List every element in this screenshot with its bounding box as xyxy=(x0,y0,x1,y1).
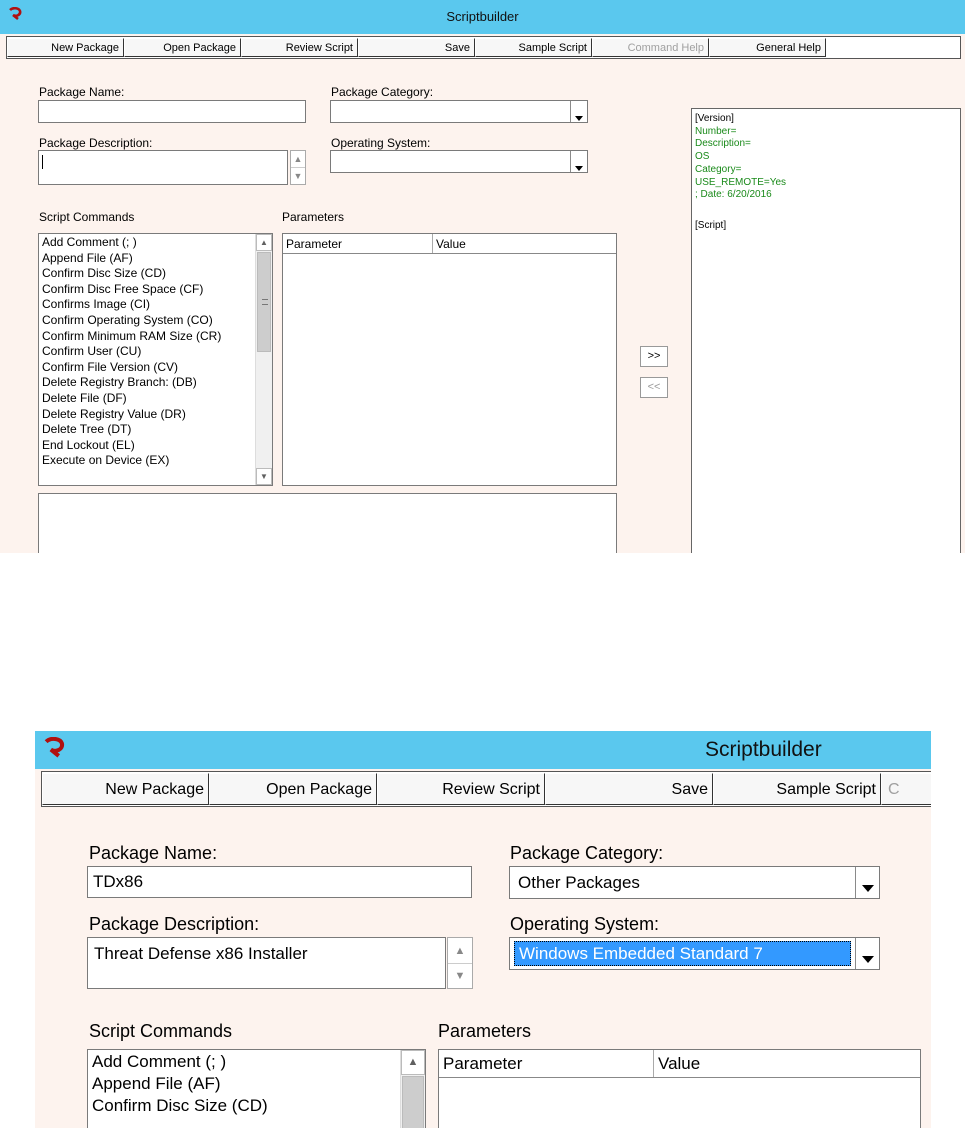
spin-up-icon[interactable]: ▲ xyxy=(291,151,305,168)
operating-system-value: Windows Embedded Standard 7 xyxy=(514,941,851,966)
remove-command-button[interactable]: << xyxy=(640,377,668,398)
title-bar[interactable] xyxy=(0,0,965,34)
package-category-label: Package Category: xyxy=(331,85,434,99)
list-item[interactable]: Confirms Image (CI) xyxy=(42,297,151,312)
text-caret xyxy=(42,155,43,169)
spin-down-icon[interactable]: ▼ xyxy=(454,970,466,982)
list-item[interactable]: Delete File (DF) xyxy=(42,390,127,405)
preview-line: OS xyxy=(695,151,710,163)
column-header-value[interactable]: Value xyxy=(658,1054,701,1073)
list-item[interactable]: Execute on Device (EX) xyxy=(42,453,170,468)
operating-system-select[interactable] xyxy=(509,937,880,970)
preview-line xyxy=(695,202,957,215)
list-item[interactable]: Append File (AF) xyxy=(92,1074,221,1093)
app-logo-icon xyxy=(43,737,65,759)
parameters-grid[interactable] xyxy=(438,1049,921,1128)
package-name-label: Package Name: xyxy=(89,843,218,863)
preview-line: Category= xyxy=(695,163,742,175)
script-commands-list[interactable] xyxy=(87,1049,426,1128)
list-item[interactable]: Add Comment (; ) xyxy=(42,235,137,249)
operating-system-label: Operating System: xyxy=(510,914,660,934)
package-name-label: Package Name: xyxy=(39,85,125,99)
list-item[interactable]: Confirm Disc Size (CD) xyxy=(42,266,167,281)
package-category-label: Package Category: xyxy=(510,843,664,863)
list-item[interactable]: Confirm File Version (CV) xyxy=(42,359,179,374)
sample-script-button[interactable]: Sample Script xyxy=(713,773,881,805)
operating-system-select[interactable] xyxy=(330,150,588,173)
general-help-button[interactable]: General Help xyxy=(709,38,826,57)
scriptbuilder-window-zoomed xyxy=(35,731,931,1128)
description-spin-control[interactable] xyxy=(290,150,306,185)
script-commands-label: Script Commands xyxy=(39,210,135,224)
operating-system-value xyxy=(331,150,337,170)
package-description-input[interactable] xyxy=(38,150,288,185)
window-title: Scriptbuilder xyxy=(446,9,519,24)
preview-line: ; Date: 6/20/2016 xyxy=(695,189,772,201)
title-bar[interactable] xyxy=(35,731,931,769)
scroll-down-icon[interactable]: ▼ xyxy=(256,468,272,485)
grid-header xyxy=(439,1050,920,1078)
scriptbuilder-window-top xyxy=(0,0,965,553)
toolbar xyxy=(41,771,931,807)
preview-line: Description= xyxy=(695,138,751,150)
column-header-parameter[interactable]: Parameter xyxy=(283,234,433,253)
parameters-label: Parameters xyxy=(282,210,345,224)
chevron-down-icon[interactable] xyxy=(855,867,879,898)
package-description-input[interactable]: Threat Defense x86 Installer xyxy=(87,937,446,989)
spin-down-icon[interactable]: ▼ xyxy=(293,171,303,181)
list-item[interactable]: Delete Tree (DT) xyxy=(42,422,132,437)
list-item[interactable]: Confirm User (CU) xyxy=(42,344,142,359)
grip-icon xyxy=(262,299,268,305)
scroll-thumb[interactable] xyxy=(257,252,271,352)
list-item[interactable]: Add Comment (; ) xyxy=(92,1052,227,1071)
column-header-parameter[interactable]: Parameter xyxy=(439,1050,654,1077)
list-item[interactable]: Confirm Disc Size (CD) xyxy=(92,1096,268,1115)
grid-header xyxy=(283,234,616,254)
package-name-input[interactable]: TDx86 xyxy=(87,866,472,898)
vertical-scrollbar[interactable] xyxy=(400,1050,425,1128)
package-name-input[interactable] xyxy=(38,100,306,123)
chevron-down-icon[interactable] xyxy=(570,101,587,122)
spin-up-icon[interactable]: ▲ xyxy=(448,938,472,964)
column-header-value[interactable]: Value xyxy=(436,237,466,251)
list-item[interactable]: Confirm Minimum RAM Size (CR) xyxy=(42,328,222,343)
list-item[interactable]: Confirm Disc Free Space (CF) xyxy=(42,281,204,296)
parameters-label: Parameters xyxy=(438,1021,532,1041)
vertical-scrollbar[interactable] xyxy=(255,234,272,485)
script-commands-list[interactable] xyxy=(38,233,273,486)
package-category-value xyxy=(331,100,337,120)
new-package-button[interactable]: New Package xyxy=(42,773,209,805)
package-category-select[interactable] xyxy=(330,100,588,123)
command-help-button[interactable]: C xyxy=(881,773,931,805)
command-description-box[interactable] xyxy=(38,493,617,553)
scroll-up-icon[interactable]: ▲ xyxy=(256,234,272,251)
package-description-label: Package Description: xyxy=(89,914,260,934)
open-package-button[interactable]: Open Package xyxy=(209,773,377,805)
package-description-label: Package Description: xyxy=(39,136,153,150)
save-button[interactable]: Save xyxy=(545,773,713,805)
chevron-down-icon[interactable] xyxy=(855,938,879,969)
list-item[interactable]: Delete Registry Value (DR) xyxy=(42,406,186,421)
review-script-button[interactable]: Review Script xyxy=(241,38,358,57)
add-command-button[interactable]: >> xyxy=(640,346,668,367)
preview-line: Number= xyxy=(695,125,737,137)
list-item[interactable]: Delete Registry Branch: (DB) xyxy=(42,375,197,390)
script-commands-label: Script Commands xyxy=(89,1021,233,1041)
script-preview[interactable] xyxy=(691,108,961,553)
package-category-value: Other Packages xyxy=(518,873,640,892)
list-item[interactable]: Append File (AF) xyxy=(42,250,133,265)
preview-line: [Version] xyxy=(695,113,734,124)
new-package-button[interactable]: New Package xyxy=(7,38,124,57)
chevron-down-icon[interactable] xyxy=(570,151,587,172)
scroll-thumb[interactable] xyxy=(402,1076,424,1128)
list-item[interactable]: Confirm Operating System (CO) xyxy=(42,312,213,327)
toolbar xyxy=(6,36,961,59)
window-title: Scriptbuilder xyxy=(705,738,822,761)
package-category-select[interactable] xyxy=(509,866,880,899)
list-item[interactable]: End Lockout (EL) xyxy=(42,437,135,452)
sample-script-button[interactable]: Sample Script xyxy=(475,38,592,57)
open-package-button[interactable]: Open Package xyxy=(124,38,241,57)
review-script-button[interactable]: Review Script xyxy=(377,773,545,805)
preview-line: USE_REMOTE=Yes xyxy=(695,176,787,188)
scroll-up-icon[interactable]: ▲ xyxy=(401,1050,425,1075)
preview-line: [Script] xyxy=(695,219,727,231)
operating-system-label: Operating System: xyxy=(331,136,431,150)
command-help-button[interactable]: Command Help xyxy=(592,38,709,57)
parameters-grid[interactable] xyxy=(282,233,617,486)
description-spin-control[interactable] xyxy=(447,937,473,989)
save-button[interactable]: Save xyxy=(358,38,475,57)
